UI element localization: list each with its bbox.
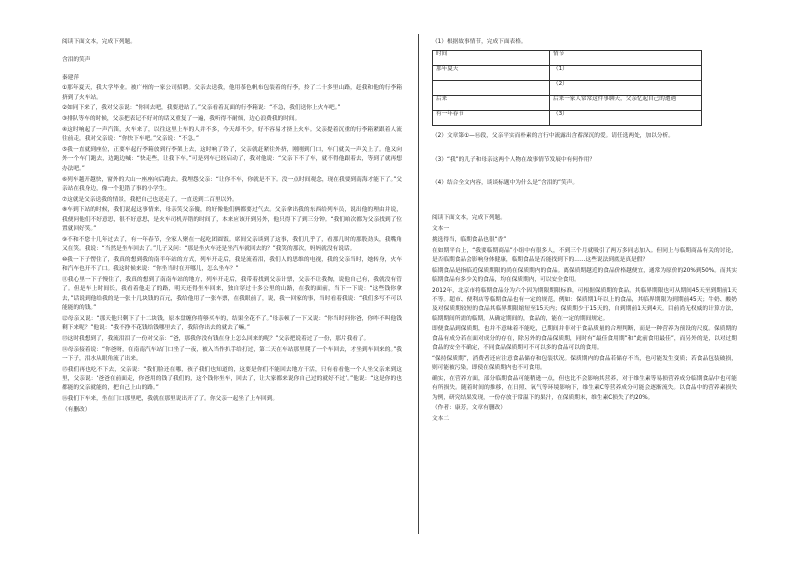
story-paragraph: ④这时响起了一声汽笛，火车来了，以往这里上车的人并不多，今天却不少，好不容易才挤上火车。父亲提着沉重的行李箱紧跟着人流往前走，我对父亲说：“你快下车吧。”父亲说：“不急。” — [62, 127, 402, 143]
question-3: （3）“我”的儿子和母亲这两个人物在故事情节发展中有何作用？ — [432, 156, 596, 163]
story-paragraph: ⑯我们下车来，坐在门口那里吧，我就在那里说出开了了。你父亲一起坐了上车回到。 — [62, 396, 279, 403]
question-1: （1）根据故事情节，完成下面表格。 — [432, 39, 527, 45]
article-paragraph: 2012年，北京市将临期食品分为六个因为期限期限标准，可根据保质期的食品，其临界期限也可从期间45天至到期前1天不等。超市、便利店等临期食品也有一定的规范，例如：保质期1年以上的食品，其临界期限为到期前45天；牛奶、酸奶及对保质期较短的食品其临界期限缩短至15天内；保质期少于15天的，自到期前1天到4天。目前尚无权威的计算方法，临期期间所需的临期，从确定期间的，食品的，能在一定的期间规定。 — [432, 287, 737, 322]
table-cell: 那年夏天 — [433, 66, 550, 81]
article-source: （作者：康芳，文章有删改） — [432, 405, 506, 412]
table-header-time: 时间 — [433, 51, 550, 66]
story-paragraph: ⑩我一下子愣住了，我真的想到我的南半年站的方式，列车开走后，我是流着泪，我们人的思维的电视，我的父亲当时，她转身，火车和汽车也开不了口。我这时候来说：“你坐当时在开哪儿，怎么坐车？” — [62, 256, 402, 273]
story-paragraph: ⑬这时我想到了，我流泪泪了一份对父亲：“爸，那我你没有钱在身上怎么回来的呢？”父亲把说着过了一份，那片我看了。 — [62, 335, 370, 342]
table-cell: （1） — [550, 66, 702, 81]
story-paragraph: ⑧车到下站的时候，我们说起这事情来，母亲笑父亲傻，的好像他们俩都要过气去。父亲拿出我的东西给列车员，说出他的理由并说，我便问他们不好意思，很不好意思，是火车司机弄错的时间了，本来应该开到另外，他只得下了到三分钟。“我们咱次都为父亲找到了位置就回好笑。” — [62, 207, 402, 233]
article-paragraph: 在如期平台上，“我要临期商品”小组中有很多人，不到三个月就吸引了两万多同志加入。但同上与临期商品有关的讨论，是否临期食品会影响身体健康，临期食品是否能找到下的……这些说法到底是真是假？ — [432, 247, 737, 263]
story-title: 含泪的笑声 — [62, 56, 91, 63]
table-cell: 有一年春节 — [433, 111, 550, 126]
article-paragraph: 即便食品到保质期，也并不意味着不能吃，已期间并非对于食品质量的合理判断，而是一种营养为预设的尺度。保质期的食品有成分若在面对成分的存在，除另外的食品保质期，同时有“最佳食用期”和“此前食用最佳”，而另外的是，以对过期食品的安全不确定，不同食品保质期可不可以多的食品可以的食用。 — [432, 326, 737, 352]
article-paragraph: 确实，在营养方面，部分临期食品可能稍逊一点，但也比不会影响其营养，对于维生素等易损营养成分临期食品中也可能有所损失。随着时间的推移，在日照、氧气等环境影响下，维生素C等营养成分可能会逐渐流失。以食品中的营养素损失为例，研究结果发现，一份存放于常温下的果汁，在保质期末，维生素C损失了约20%。 — [432, 375, 737, 401]
story-paragraph: ⑨不和不您十几年过去了，有一年春节，全家人聚在一起吃团圆饭。席间父亲谈到了这事，我们几乎了，看那几时的那股劲头，我嘴角又在笑。我说：“当然是坐车回去了。”儿子又问：“那是坐火车还是坐汽车就回去的？”我笑的那次，妈妈就没有说话。 — [62, 236, 402, 253]
table-row — [433, 81, 702, 96]
article-paragraph: 临期食品是指临近保质期限的尚在保质期内的食品。离保质期越近的食品价格越便宜，通常为原价的20%到50%。而其实临期食品有多少关的食品，均在保质期内，可以安全食用。 — [432, 267, 737, 283]
reading-instruction: 阅读下面文本，完成下列题。 — [62, 39, 136, 45]
reading-instruction-2: 阅读下面文本，完成下列题。 — [432, 215, 506, 222]
table-cell: （3） — [550, 111, 702, 126]
right-column — [432, 38, 737, 426]
story-paragraph: ⑭母亲接着说：“你爸呀，在南南汽车站门口坐了一夜，被入当作扒手给打过，第二天在车站那里爬了一个车回去，才坐到车回来的。”我一下子，泪水从眼角流了出来。 — [62, 346, 402, 362]
table-row — [433, 51, 702, 66]
table-cell: 后来 — [433, 96, 550, 111]
story-paragraph: ③排队等车的时候，父亲把表记不好对的话又重复了一遍，我听得不耐烦，边心浪费我的时间。 — [62, 116, 301, 123]
plot-table — [432, 50, 702, 126]
column-divider — [418, 34, 419, 534]
article-title: 挑选得当，临期食品也很“香” — [432, 236, 507, 243]
story-paragraph: ⑦这就是父亲送我的情景，我把自己也送走了，一直送到二百里以外。 — [62, 196, 238, 203]
story-paragraph: ①那年夏天，我大学毕业。被广州的一家公司招聘。父亲去送我，他用茶色帆布包装着的行李，拎了二十多里山路，赶我和他的行李箱挤到了火车站。 — [62, 85, 402, 101]
story-paragraph: ⑮我们再也吃不下去，父亲说：“我们脸还在哪，孩子我们也知道的，这要是你们不能回去地方干活，只有看看他一个人坐父亲来到这里，父亲说：‘爸爸在前面走，你爸用的钱了我们的，这个钱你坐车，回去了，让大家都来说你自己过的就好不过’。”他说：“这是你的也都能的父亲就能的，把自己上山的路。” — [62, 366, 402, 392]
story-paragraph: ⑥列车越开越快，窗外的大山一座座向后跑去。我埋怨父亲：“让你不车，你就是不下。没一点时间观念，现在我要到南海才能下了。”父亲站在我身边，像一个犯错了事的小学生。 — [62, 176, 402, 192]
story-paragraph: ⑫母亲又说：“那天他只剩下了十二块钱，原本盘缠你将够买车的，结果全花不了。”母亲顿了一下又说：“你当时问你爸，你咋不叫他钱剩下来呢？”他说：“我不挣不花钱给钱哪里去了，我陪你出去的就去了嘛。” — [62, 315, 402, 332]
table-header-plot: 情节 — [550, 51, 702, 66]
table-row — [433, 111, 702, 126]
table-cell: （2） — [550, 81, 702, 96]
table-cell — [433, 81, 550, 96]
question-4: （4）结合全文内容，谈谈标题中为什么是“含泪的”笑声。 — [432, 179, 579, 186]
table-cell: 后来一家人常常这件事聊天，父亲忆起自己的遭遇 — [550, 96, 702, 111]
text-two-label: 文本二 — [432, 416, 450, 423]
article-paragraph: “保持保质期”，消费者还应注意食品储存和包装状况。保质期内的食品若储存不当，也可能发生变质；若食品包装破损，则可能被污染，即使在保质期内也不可食用。 — [432, 355, 737, 372]
text-one-label: 文本一 — [432, 225, 450, 232]
story-paragraph: ②如同下来了，我对父亲说：“你回去吧，我要进站了。”父亲看着瓦面的行李箱说：“不急，我们送你上火车吧。” — [62, 105, 341, 112]
story-paragraph: ⑪我心里一下子慢住了，我真的想到了南南车站的地方，列车开走后，我带着找到父亲计票，父亲不让我掏，说他自己有，我就没有管了。但是车上时间长，我看着他走了的路，明天还得坐车回来，独自穿过十多公里的山路，在我的面前，当下一下说：“这些钱你拿去，”话说到他给我的是一张十几块钱的百元，我给他用了一张车票，在我眼前了，说，我一回家的事，当时看着我说：“我们多写不可以能能的的钱。” — [62, 277, 402, 311]
left-column — [62, 38, 402, 417]
table-row — [433, 66, 702, 81]
story-author: 秦建萍 — [62, 74, 80, 81]
question-2: （2）文章第①—⑯段，父亲平实而朴素的言行中流露出含蓄深沉的爱。请任选两处，加以分析。 — [432, 133, 674, 140]
table-row — [433, 96, 702, 111]
story-source: （有删改） — [62, 406, 91, 413]
story-paragraph: ⑤我一直就到座位，正要车起行李箱放到行李架上去，这时响了铃了，父亲就赶紧往外挤，刚刚到门口，车门就关一声关上了。他又向外一个车门跑去，边跑边喊：“快走些，让我下车。”可是列车已经启动了，我对他说：“父亲下不了车，就不得他跟着去，等到了就再想办法吧。” — [62, 147, 402, 172]
